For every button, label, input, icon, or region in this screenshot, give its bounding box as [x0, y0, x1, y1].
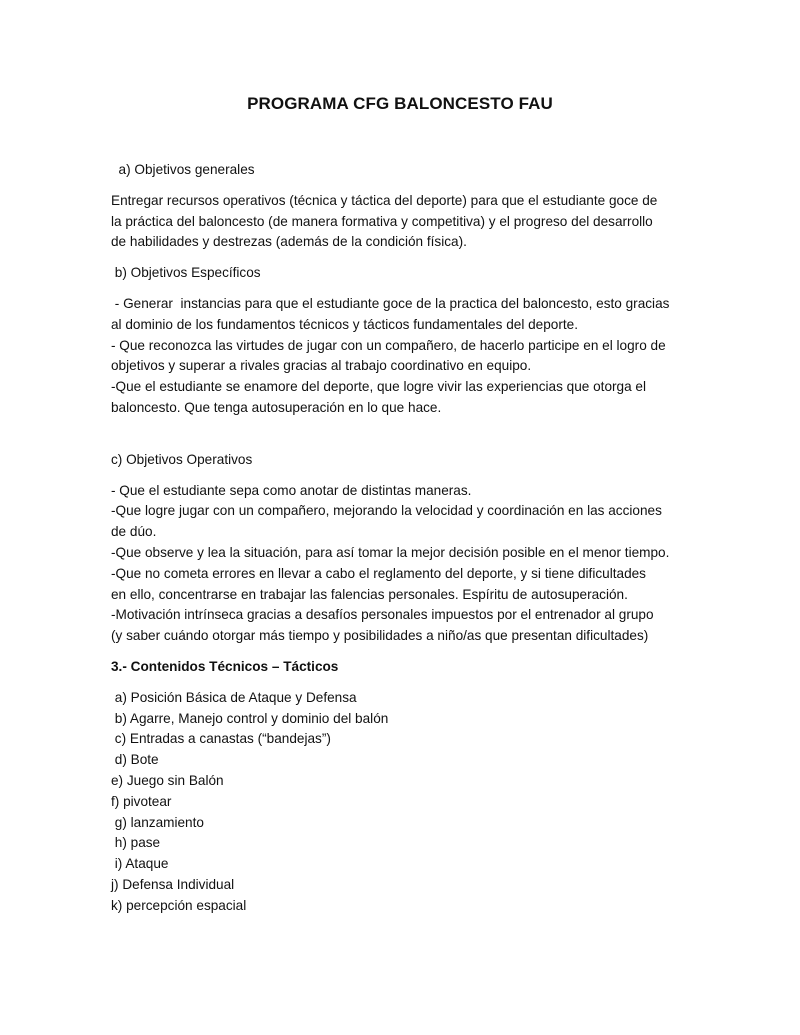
list-item: b) Agarre, Manejo control y dominio del balón [111, 710, 389, 726]
section-objetivos-especificos [111, 263, 691, 419]
list-item: f) pivotear [111, 793, 172, 809]
spacer [111, 678, 691, 688]
paragraph-objetivos-operativos [111, 481, 691, 647]
section-objetivos-generales [111, 160, 691, 253]
text-line: (y saber cuándo otorgar más tiempo y posibilidades a niño/as que presentan dificultades) [111, 628, 649, 644]
section-contenidos [111, 657, 691, 917]
paragraph-objetivos-generales [111, 191, 691, 253]
list-item: e) Juego sin Balón [111, 772, 224, 788]
text-line: de dúo. [111, 524, 157, 540]
text-line: al dominio de los fundamentos técnicos y tácticos fundamentales del deporte. [111, 316, 578, 332]
text-line: -Que observe y lea la situación, para así tomar la mejor decisión posible en el menor tiempo. [111, 544, 670, 560]
section-heading-a: a) Objetivos generales [111, 162, 255, 177]
spacer [111, 284, 691, 294]
text-line: - Que reconozca las virtudes de jugar con un compañero, de hacerlo participe en el logro de [111, 337, 666, 353]
list-item: d) Bote [111, 752, 159, 768]
spacer [111, 647, 691, 657]
section-objetivos-operativos [111, 450, 691, 647]
document-body [111, 160, 691, 917]
section-heading-b: b) Objetivos Específicos [111, 265, 261, 281]
section-heading-3: 3.- Contenidos Técnicos – Tácticos [111, 658, 339, 674]
text-line: -Motivación intrínseca gracias a desafíos personales impuestos por el entrenador al grupo [111, 607, 654, 623]
spacer [111, 253, 691, 263]
text-line: de habilidades y destrezas (además de la condición física). [111, 234, 467, 250]
text-line: -Que no cometa errores en llevar a cabo el reglamento del deporte, y si tiene dificultades [111, 565, 646, 581]
spacer [111, 419, 691, 450]
contenidos-list [111, 688, 691, 917]
paragraph-objetivos-especificos [111, 294, 691, 419]
list-item: g) lanzamiento [111, 814, 204, 830]
text-line: -Que logre jugar con un compañero, mejorando la velocidad y coordinación en las acciones [111, 503, 662, 519]
list-item: i) Ataque [111, 856, 169, 872]
text-line: baloncesto. Que tenga autosuperación en lo que hace. [111, 399, 442, 415]
text-line: objetivos y superar a rivales gracias al trabajo coordinativo en equipo. [111, 358, 532, 374]
list-item: j) Defensa Individual [111, 876, 235, 892]
list-item: c) Entradas a canastas (“bandejas”) [111, 731, 331, 747]
list-item: h) pase [111, 835, 161, 851]
text-line: Entregar recursos operativos (técnica y táctica del deporte) para que el estudiante goce de [111, 192, 658, 208]
spacer [111, 471, 691, 481]
text-line: - Que el estudiante sepa como anotar de distintas maneras. [111, 482, 472, 498]
section-heading-c: c) Objetivos Operativos [111, 451, 253, 467]
list-item: k) percepción espacial [111, 897, 247, 913]
document-title: PROGRAMA CFG BALONCESTO FAU [247, 94, 553, 113]
spacer [111, 181, 691, 191]
text-line: la práctica del baloncesto (de manera formativa y competitiva) y el progreso del desarrollo [111, 213, 653, 229]
text-line: -Que el estudiante se enamore del deporte, que logre vivir las experiencias que otorga el [111, 379, 647, 395]
list-item: a) Posición Básica de Ataque y Defensa [111, 689, 357, 705]
text-line: - Generar instancias para que el estudiante goce de la practica del baloncesto, esto gracias [111, 295, 670, 311]
text-line: en ello, concentrarse en trabajar las falencias personales. Espíritu de autosuperación. [111, 586, 628, 602]
